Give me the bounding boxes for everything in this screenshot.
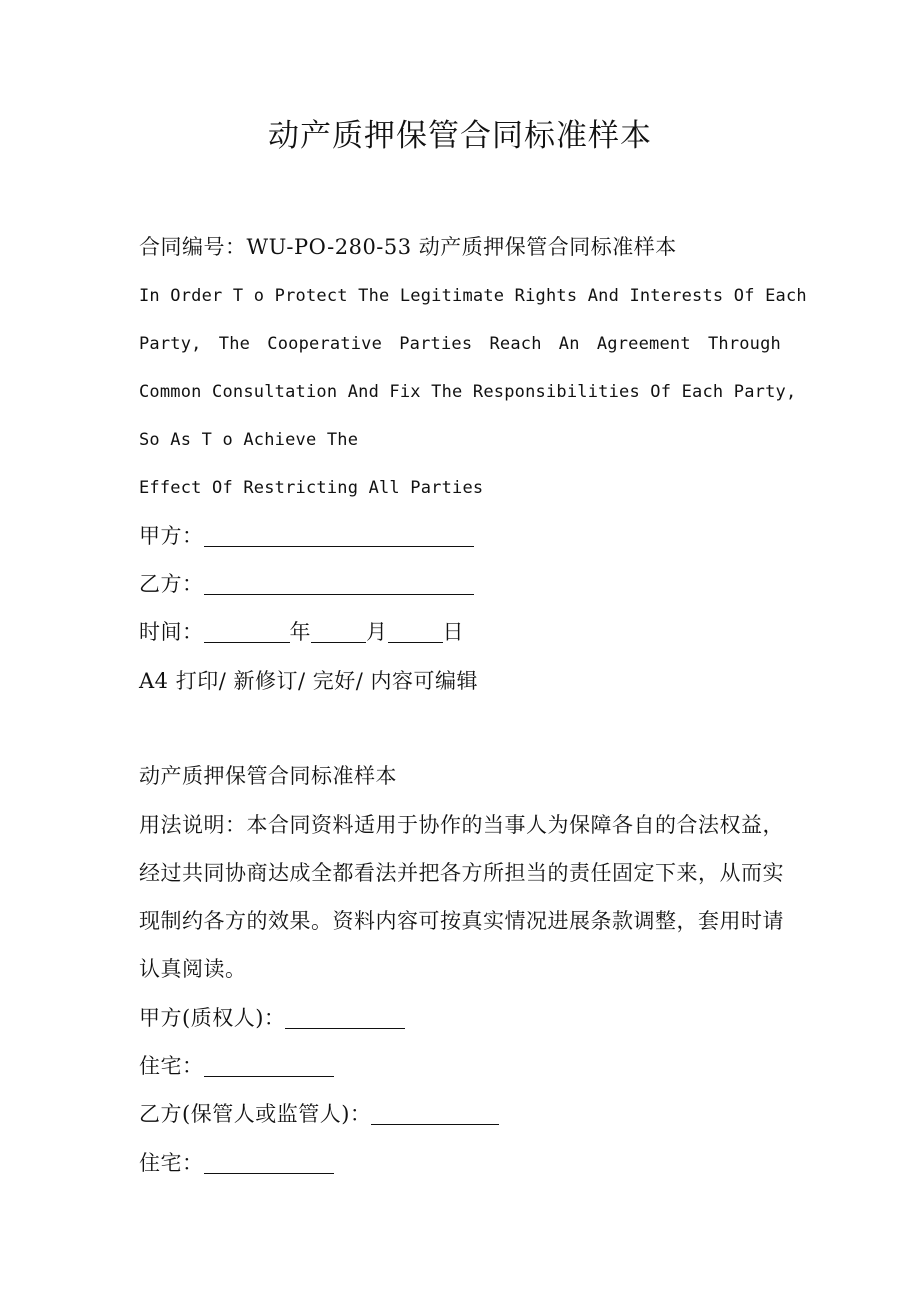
party-a-blank[interactable]: [204, 522, 474, 547]
date-label: 时间：: [139, 620, 204, 644]
party-b-row: [139, 560, 474, 608]
date-day-blank[interactable]: [388, 618, 443, 643]
pledgee-row: [139, 994, 405, 1042]
pledgee-residence-label: 住宅：: [139, 1054, 204, 1078]
party-b-blank[interactable]: [204, 570, 474, 595]
english-intro-line-2: Party, The Cooperative Parties Reach An Agreement Through: [139, 334, 781, 354]
party-a-label: 甲方：: [139, 524, 204, 548]
custodian-row: [139, 1090, 499, 1138]
pledgee-label: 甲方(质权人)：: [139, 1006, 286, 1030]
custodian-residence-row: [139, 1139, 334, 1187]
date-month-label: 月: [366, 620, 388, 644]
custodian-residence-label: 住宅：: [139, 1151, 204, 1175]
date-day-label: 日: [442, 620, 464, 644]
date-year-label: 年: [289, 620, 311, 644]
custodian-blank[interactable]: [371, 1100, 499, 1125]
document-subtitle: 动产质押保管合同标准样本: [139, 764, 397, 788]
pledgee-residence-row: [139, 1042, 334, 1090]
english-intro-line-1: In Order T o Protect The Legitimate Rights And Interests Of Each: [139, 286, 807, 306]
print-note: A4 打印/ 新修订/ 完好/ 内容可编辑: [139, 669, 478, 693]
party-b-label: 乙方：: [139, 572, 204, 596]
english-intro-line-3: Common Consultation And Fix The Responsibilities Of Each Party,: [139, 382, 797, 402]
usage-line-3: 现制约各方的效果。资料内容可按真实情况进展条款调整，套用时请: [139, 909, 784, 933]
pledgee-blank[interactable]: [285, 1004, 405, 1029]
usage-line-2: 经过共同协商达成全都看法并把各方所担当的责任固定下来，从而实: [139, 861, 784, 885]
custodian-residence-blank[interactable]: [204, 1149, 334, 1174]
english-intro-line-5: Effect Of Restricting All Parties: [139, 478, 484, 498]
usage-line-1: 用法说明：本合同资料适用于协作的当事人为保障各自的合法权益，: [139, 813, 784, 837]
party-a-row: [139, 512, 474, 560]
date-month-blank[interactable]: [311, 618, 366, 643]
pledgee-residence-blank[interactable]: [204, 1052, 334, 1077]
date-year-blank[interactable]: [204, 618, 290, 643]
date-row: [139, 608, 464, 656]
document-title: 动产质押保管合同标准样本: [268, 118, 652, 154]
contract-number-line: 合同编号：WU-PO-280-53 动产质押保管合同标准样本: [139, 235, 677, 259]
usage-line-4: 认真阅读。: [139, 957, 247, 981]
english-intro-line-4: So As T o Achieve The: [139, 430, 359, 450]
custodian-label: 乙方(保管人或监管人)：: [139, 1102, 372, 1126]
